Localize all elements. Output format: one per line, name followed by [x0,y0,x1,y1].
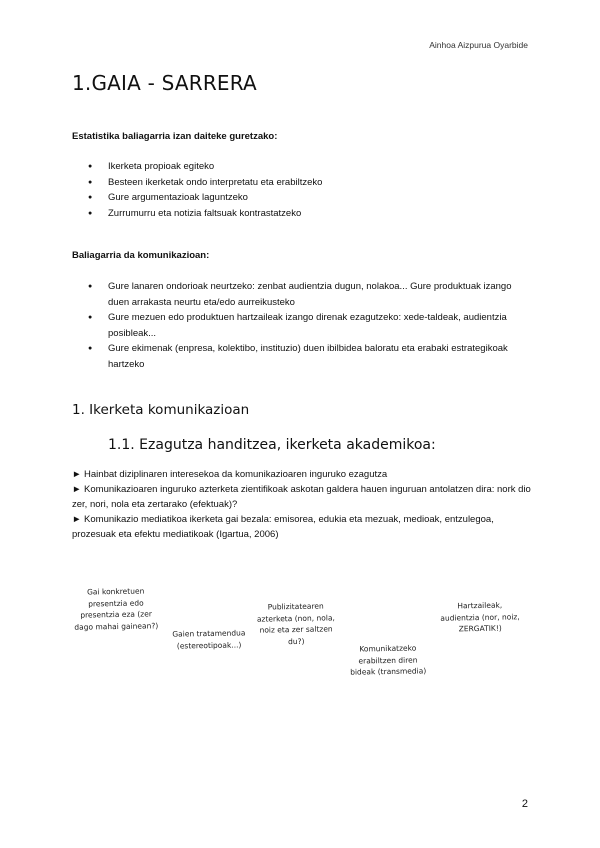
paragraph: ► Komunikazioaren inguruko azterketa zientifikoak askotan galdera hauen inguruan antolatzen dira: nork dio zer, nori, nola eta zertarako (efektuak)? [72,484,531,510]
handwritten-note: Komunikatzeko erabiltzen diren bideak (transmedia) [350,643,427,677]
page-title: 1.GAIA - SARRERA [72,71,257,95]
handwritten-note: Hartzaileak, audientzia (nor, noiz, ZERGATIK!) [440,600,520,634]
list-item: ● Gure ekimenak (enpresa, kolektibo, instituzio) duen ibilbidea baloratu eta erabaki estrategikoak hartzeko [72,341,532,372]
list-item: ● Gure argumentazioak laguntzeko [72,190,532,206]
section-heading-communication: Baliagarria da komunikazioan: [72,250,210,261]
handwritten-note: Gai konkretuen presentzia edo presentzia eza (zer dago mahai gainean?) [74,586,159,632]
heading-academic-research: 1.1. Ezagutza handitzea, ikerketa akademikoa: [108,437,436,453]
paragraph: ► Komunikazio mediatikoa ikerketa gai bezala: emisorea, edukia eta mezuak, medioak, entzulegoa, prozesuak eta efektu mediatikoak (Igartua, 2006) [72,514,494,540]
statistics-list [72,159,532,221]
heading-research-communication: 1. Ikerketa komunikazioan [72,402,250,418]
author-name: Ainhoa Aizpurua Oyarbide [429,40,528,50]
handwritten-note: Publizitatearen azterketa (non, nola, noiz eta zer saltzen du?) [256,601,335,646]
handwritten-note: Gaien tratamendua (estereotipoak...) [172,628,246,651]
list-item: ● Gure lanaren ondorioak neurtzeko: zenbat audientzia dugun, nolakoa... Gure produktuak izango duen arrakasta neurtu eta/edo aurreikusteko [72,279,532,310]
list-item: ● Ikerketa propioak egiteko [72,159,532,175]
list-item: ● Zurrumurru eta notizia faltsuak kontrastatzeko [72,206,532,222]
paragraph: ► Hainbat diziplinaren interesekoa da komunikazioaren inguruko ezagutza [72,469,388,480]
list-item: ● Gure mezuen edo produktuen hartzaileak izango direnak ezagutzeko: xede-taldeak, audientzia posibleak... [72,310,532,341]
communication-list [72,279,532,372]
list-item: ● Besteen ikerketak ondo interpretatu eta erabiltzeko [72,175,532,191]
page-number: 2 [521,798,528,810]
section-heading-statistics: Estatistika baliagarria izan daiteke guretzako: [72,131,278,142]
